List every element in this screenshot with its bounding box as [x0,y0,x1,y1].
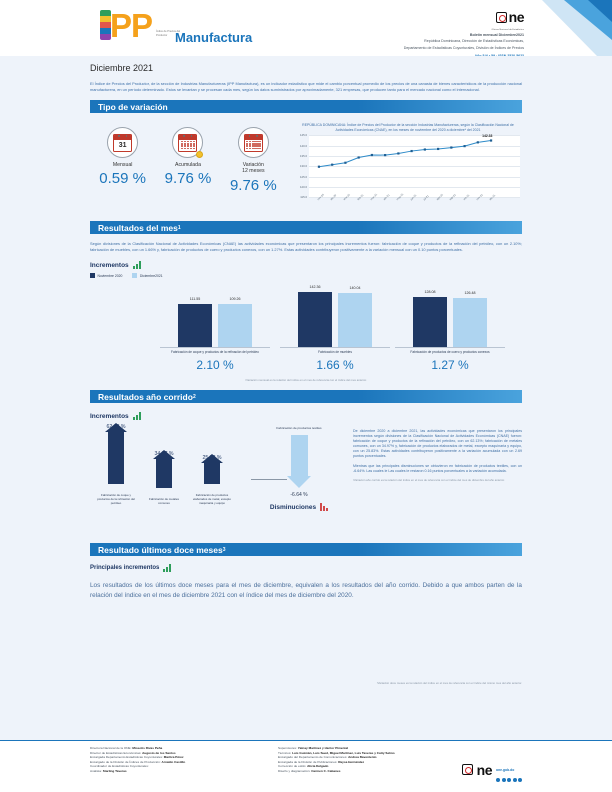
line-chart-y-tick: 120.0 [300,185,307,190]
line-chart-panel [286,119,522,213]
line-chart [294,135,522,213]
kpi-acumulada-label: Acumulada [175,162,201,169]
bar-group-label: Fabricación de muebles [318,350,352,355]
principales-incrementos-header [90,564,522,572]
reference-month: Diciembre 2021 [90,63,154,73]
line-chart-x-tick: ago-21 [436,193,444,202]
ipp-logo-letters: PP [110,7,153,44]
line-chart-x-tick: jun-21 [409,194,417,202]
footer-credit-role: Técnicos: [278,750,293,755]
footer-credit-role: Encargado de la División de Índices de Producción: [90,759,162,764]
line-chart-y-tick: 140.0 [300,143,307,148]
arrow-column [96,424,136,506]
line-chart-y-tick: 115.0 [300,195,307,200]
footer-credit-role: Directora Nacional de la ONE: [90,746,133,750]
linkedin-icon [518,778,522,782]
footer-credit-name: Yatnay Martínez y Héctor Pimentel [297,746,349,750]
line-chart-last-value-label: 142.33 [482,133,493,138]
arrow-category-label: Fabricación de coque y productos de la refinación del petróleo [97,493,135,505]
incrementos-anio-label: Incrementos [90,412,129,420]
bar-value-label: 140.04 [349,285,361,290]
line-chart-y-tick: 125.0 [300,174,307,179]
footer-credit-role: Analista: [90,768,103,773]
bar [218,297,252,346]
footnote-3: ³Variación doce meses es la relación del índice en el mes de referencia con el índice del mismo mes del año anterior. [376,681,522,686]
disminuciones-header [251,503,347,511]
kpi-acumulada [157,127,219,193]
kpi-mensual-label: Mensual [112,162,133,169]
bulletin-body [0,56,612,740]
bar-group [160,285,270,373]
principales-incrementos-label: Principales incrementos [90,565,160,572]
calendar-coin-icon [172,127,203,158]
footer-credit-name: Alicia Delgado [307,764,329,769]
kpi-acumulada-value: 9.76 % [164,170,212,188]
arrow-category-label: Fabricación de metales comunes [149,497,179,505]
instagram-icon [507,778,511,782]
intro-paragraph: El Índice de Precios del Productor, de la sección de Industrias Manufactureras (IPP Manufactura), es un indicador estadístico que mide el cambio porcentual promedio de los precios de una canasta de bienes característicos de la producción nacional manufacturera, en un período determinado. Estos se levantan y se procesan cada mes, según los datos suministrados por aproximadamente, 321 empresas, que producen tanto para el mercado nacional como el internacional. [90,81,522,92]
bar-group-label: Fabricación de productos de cuero y productos conexos [410,350,490,355]
one-logo-tagline: Oficina Nacional de Estadística [491,28,524,31]
bar-group-percent: 2.10 % [196,358,234,373]
line-chart-x-tick: ene-21 [343,193,352,202]
bar-value-label: 126.48 [464,290,476,295]
line-chart-x-tick: dic-21 [489,194,497,202]
org-line-2: Departamento de Estadísticas Coyunturales, División de Índices de Precios [403,46,524,51]
line-chart-y-tick: 130.0 [300,164,307,169]
disminucion-category-label: Fabricación de productos textiles [276,426,322,431]
one-logo-mark [496,12,507,23]
facebook-icon [496,778,500,782]
section-header-resultados-mes [90,221,522,234]
twitter-icon [502,778,506,782]
footnote-2: ²Variación año corrido es la relación del índice en el mes de referencia con el índice del mes de diciembre del año anterior. [353,478,505,483]
footer-credits-right [278,746,446,782]
arrow-chart-incrementos [90,427,245,535]
line-chart-plot [309,135,520,197]
disminuciones-label: Disminuciones [269,503,317,511]
incrementos-anio-header [90,412,522,420]
kpi-doce-meses [222,127,284,193]
anio-corrido-paragraph-2: Mientras que las principales disminuciones se obtuvieron en fabricación de productos textiles, con un -6.64%. Las cuales le Las cuales le restaron 0.16 puntos porcentuales a la variación acumulada. [353,464,522,474]
footer-credit-role: Diseño y diagramación: [278,768,312,773]
line-chart-x-tick: mar-21 [369,193,378,202]
anio-corrido-text [353,427,522,535]
one-logo-word: ne [508,9,524,25]
section-header-anio-superscript: 2 [192,393,196,400]
footer-credit-role: Encargada de la División de Publicaciones: [278,759,339,764]
arrow-column [192,455,232,505]
line-chart-x-tick: dic-20 [330,194,338,202]
line-chart-y-tick: 145.0 [300,133,307,138]
incrementos-mes-header [90,261,522,269]
bar-value-label: 111.55 [189,296,201,301]
social-icons[interactable] [496,778,522,782]
arrow-up-icon [108,431,124,484]
ipp-logo-caption: Índice de Precios del Productor [156,30,181,37]
line-chart-y-tick: 135.0 [300,154,307,159]
bar-value-label: 128.08 [424,290,436,295]
footer-credit-name: Raysa Hernández [338,759,364,764]
footer-credit-name: Carmen C. Cabanes [311,768,341,773]
bar-chart-icon [163,564,171,572]
bar [178,296,212,347]
bar [338,285,372,347]
youtube-icon [513,778,517,782]
line-chart-y-axis [294,133,308,200]
kpi-group [90,119,286,213]
kpi-mensual-value: 0.59 % [99,170,146,188]
kpi-mensual [92,127,154,193]
arrow-column [144,451,184,506]
footer-credit-name: Miosotis Rivas Peña [132,746,163,750]
footer-credit-line [278,769,446,774]
bar-value-label: 109.26 [229,297,241,302]
anio-corrido-row [90,427,522,535]
bar-chart-mes [90,280,522,372]
bulletin-title [304,33,524,38]
footer-credit-name: Luis Guzmán, Luis Sued, Miguel Martínez, Luis Taveras y Catty Selmo [292,750,395,755]
footer-credit-role: Encargada Departamento Estadísticas Coyunturales: [90,755,164,760]
footer-credit-name: Arnaldo Castillo [161,759,186,764]
doce-meses-paragraph: Los resultados de los últimos doce meses para el mes de diciembre, equivalen a los resultados del año corrido. Debido a que ambos parten de la relación del índice en el mes de diciembre 2021 con el índice del mes de diciembre del 2020. [90,582,522,600]
disminucion-value: -6.64 % [290,492,308,499]
footer-one-logo [462,746,522,782]
bar-chart-icon [133,261,141,269]
line-chart-x-axis [309,193,520,213]
arrow-chart-disminuciones [251,427,347,535]
legend-label-noviembre: Noviembre 2020 [97,273,123,278]
bar-group [395,285,505,373]
footer-credit-role: Encargado del Departamento de Comunicaciones: [278,755,349,760]
footer-credit-role: Corrección de estilo: [278,764,308,769]
section-header-doce-meses-label: Resultado últimos doce meses [98,544,223,555]
line-chart-x-tick: may-21 [396,193,405,202]
legend-item-diciembre [132,273,162,278]
footer-credit-role: Supervisores: [278,746,298,750]
section-header-resultados-mes-label: Resultados del mes [98,222,178,233]
line-chart-x-tick: feb-21 [356,194,364,202]
bar-group-percent: 1.66 % [316,358,354,373]
footer-credit-name: Augusto de los Santos [142,750,176,755]
arrow-category-label: Fabricación de productos elaborados de metal, excepto maquinaria y equipo [193,493,231,505]
section-header-anio-corrido [90,390,522,403]
footer-credit-role: Director de Estadísticas Económicas: [90,750,143,755]
bar-baseline [395,347,505,348]
line-chart-series [309,135,501,197]
calendar-day-icon: 31 [107,127,138,158]
bar-baseline [280,347,390,348]
kpi-doce-meses-value: 9.76 % [229,176,277,194]
arrow-up-icon [204,462,220,484]
arrow-down-icon [291,435,308,477]
section-header-doce-meses [90,543,522,556]
anio-corrido-paragraph-1: De diciembre 2020 a diciembre 2021, las actividades económicas que presentaron los principales incrementos según divisiones de la Clasificación Nacional de Actividades Económicas (CNAE) fueron: fabricación de coque y productos de la refinación del petróleo, con un 62.13%; fabricación de metales comunes, con un 34.97% y, fabricación de productos elaborados de metal, excepto maquinaria y equipo, con un 25.83%. Estas actividades contribuyeron positivamente a la variación acumulada con un 2.69 puntos porcentuales. [353,429,522,459]
bulletin-label: Boletín mensual Diciembre2021 [469,32,524,37]
kpi-doce-meses-label-line1: Variación [242,162,264,169]
section-header-tipo-variacion-label: Tipo de variación [98,101,168,112]
section-header-tipo-variacion [90,100,522,113]
bar-group-label: Fabricación de coque y productos de la refinación del petróleo [171,350,259,355]
divider-line [251,479,287,480]
ipp-logo [100,7,184,44]
incrementos-mes-label: Incrementos [90,261,129,269]
legend-item-noviembre [90,273,122,278]
arrow-up-icon [156,458,172,488]
bar-chart-legend [90,273,522,278]
kpi-doce-meses-label-line2: 12 meses [242,168,265,175]
line-chart-x-tick: jul-21 [422,194,430,202]
footer-credit-name: Maritza Pérez [163,755,184,760]
bar [298,284,332,347]
one-logo-word: ne [476,761,492,778]
bar [453,290,487,347]
page-footer [0,740,612,792]
website-link[interactable]: one.gob.do [496,768,515,772]
footer-credit-name: Andrea Baventento [348,755,377,760]
bar-group-percent: 1.27 % [431,358,469,373]
legend-label-diciembre: Diciembre2021 [139,273,163,278]
footnote-1: ¹Variación mensual es la relación del índice en el mes de referencia con el índice del mes anterior. [245,378,367,383]
line-chart-x-tick: nov-21 [475,193,484,202]
page-header [0,0,612,56]
bar-baseline [160,347,270,348]
footer-credit-line [90,769,268,774]
line-chart-x-tick: sep-21 [449,193,458,202]
coin-icon [196,151,203,158]
line-chart-title: REPÚBLICA DOMINICANA: Índice de Precios del Productor de la sección Industrias Manufactureras, según la Clasificación Nacional de Actividades Económicas (CNAE), en los meses de noviembre del 2020 a diciembre* del 2021 [302,123,514,132]
footer-credit-role: Coordinador de Estadísticas Coyunturales: [90,764,149,769]
line-chart-x-tick: oct-21 [462,194,470,202]
section-header-doce-superscript: 3 [222,546,226,553]
line-chart-x-tick: abr-21 [383,194,391,202]
org-line-1: República Dominicana, Dirección de Estadísticas Económicas, [424,39,524,44]
tipo-variacion-row [90,119,522,213]
bar-value-label: 142.36 [309,284,321,289]
one-logo [496,9,524,25]
bar [413,290,447,347]
line-chart-x-tick: nov-20 [316,193,325,202]
bar-group [280,285,390,373]
one-logo-mark [462,764,473,775]
section-header-anio-corrido-label: Resultados año corrido [98,391,193,402]
bar-chart-down-icon [320,503,328,511]
page-title: Manufactura [175,30,253,45]
calendar-month-icon [238,127,269,158]
bar-chart-icon [133,412,141,420]
resultados-mes-paragraph: Según divisiones de la Clasificación Nacional de Actividades Económicas (CNAE) las actividades económicas que presentaron los principales incrementos fueron: fabricación de coque y productos de la refinación del petróleo, con un 2.10%; fabricación de muebles, con un 1.66% y, fabricación de productos de cuero y productos conexos, con un 1.27%. Estas actividades contribuyeron positivamente a la variación mensual con un 0.10 puntos porcentuales. [90,241,522,252]
footer-credit-name: Starling Taveras [102,768,127,773]
arrow-group [90,427,245,505]
footer-credits-left [90,746,268,782]
one-institution-block [304,9,524,58]
section-header-mes-superscript: 1 [177,224,181,231]
